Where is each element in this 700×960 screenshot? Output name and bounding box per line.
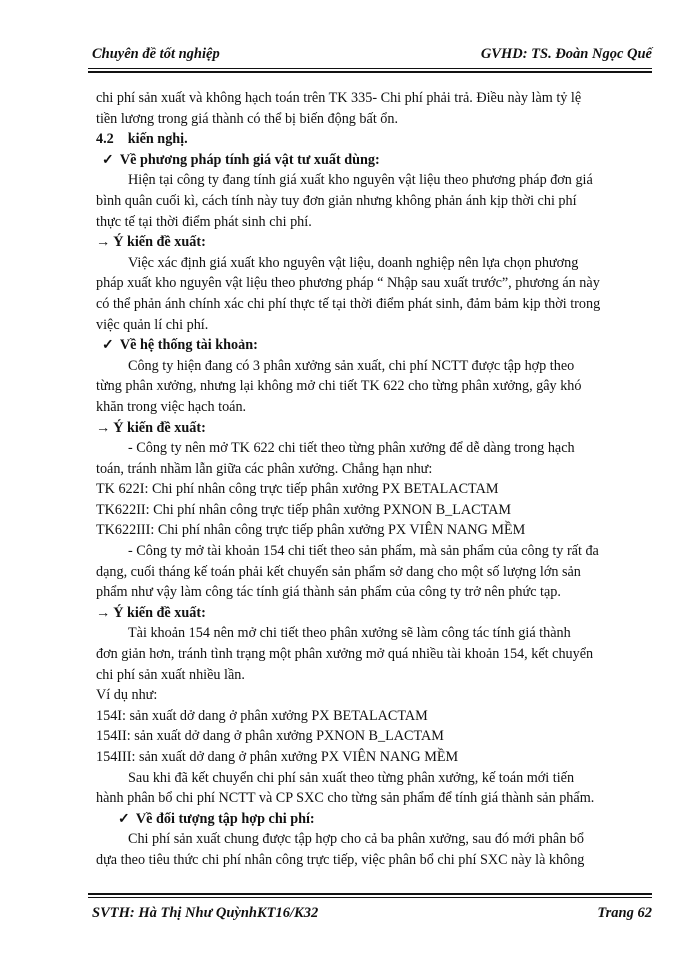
text-line: việc quản lí chi phí.	[96, 316, 209, 333]
text-line: từng phân xưởng, nhưng lại không mở chi tiết TK 622 cho từng phân xưởng, gây khó	[96, 378, 582, 395]
text-line: dạng, cuối tháng kế toán phải kết chuyển sản phẩm sở dang cho một số lượng lớn sản	[96, 563, 581, 580]
text-line: khăn trong việc hạch toán.	[96, 398, 247, 415]
text-line: Ví dụ như:	[96, 687, 158, 704]
text-line: Công ty hiện đang có 3 phân xưởng sản xuất, chi phí NCTT được tập hợp theo	[128, 357, 575, 374]
text-line: TK622III: Chi phí nhân công trực tiếp phân xưởng PX VIÊN NANG MỀM	[96, 522, 526, 539]
text-line: Sau khi đã kết chuyển chi phí sản xuất theo từng phân xưởng, kế toán mới tiến	[128, 769, 575, 786]
section-heading	[96, 129, 656, 150]
page-header	[88, 44, 652, 68]
text-line: toán, tránh nhầm lẫn giữa các phân xưởng. Chẳng hạn như:	[96, 460, 433, 477]
subheading-text: Về đối tượng tập hợp chi phí:	[135, 810, 315, 827]
opinion-heading	[96, 232, 656, 253]
header-rule	[88, 68, 652, 69]
footer-author: SVTH: Hà Thị Như QuỳnhKT16/K32	[92, 905, 319, 921]
subheading-text: Về hệ thống tài khoản:	[119, 337, 258, 354]
footer-rule-thick	[88, 893, 652, 895]
text-line: Hiện tại công ty đang tính giá xuất kho nguyên vật liệu theo phương pháp đơn giá	[128, 172, 593, 189]
text-line: thực tế tại thời điểm phát sinh chi phí.	[96, 213, 312, 230]
section-title: kiến nghị.	[127, 131, 188, 148]
document-body	[96, 88, 656, 871]
opinion-label: Ý kiến đề xuất:	[113, 604, 206, 621]
section-number: 4.2	[96, 131, 114, 148]
text-line: TK 622I: Chi phí nhân công trực tiếp phân xưởng PX BETALACTAM	[96, 481, 499, 498]
text-line: pháp xuất kho nguyên vật liệu theo phương pháp “ Nhập sau xuất trước”, phương án này	[96, 275, 600, 292]
text-line: phẩm như vậy làm công tác tính giá thành sản phẩm của công ty trở nên phức tạp.	[96, 584, 561, 601]
arrow-right-icon: →	[96, 419, 111, 436]
arrow-right-icon: →	[96, 604, 111, 621]
opinion-label: Ý kiến đề xuất:	[113, 234, 206, 251]
text-line: 154II: sản xuất dở dang ở phân xưởng PXNON B_LACTAM	[96, 728, 444, 745]
text-line: tiền lương trong giá thành có thể bị biến động bất ổn.	[96, 110, 399, 127]
header-advisor: GVHD: TS. Đoàn Ngọc Quế	[480, 46, 652, 62]
subheading-accounts	[96, 335, 656, 356]
text-line: chi phí sản xuất và không hạch toán trên TK 335- Chi phí phải trả. Điều này làm tỷ lệ	[96, 90, 582, 106]
page-footer	[88, 903, 652, 925]
text-line: Việc xác định giá xuất kho nguyên vật liệu, doanh nghiệp nên lựa chọn phương	[128, 254, 579, 271]
opinion-label: Ý kiến đề xuất:	[113, 419, 206, 436]
opinion-heading	[96, 418, 656, 439]
text-line: - Công ty nên mở TK 622 chi tiết theo từng phân xưởng để dễ dàng trong hạch	[128, 440, 575, 457]
arrow-right-icon: →	[96, 234, 111, 251]
subheading-method	[96, 150, 656, 171]
text-line: đơn giản hơn, tránh tình trạng một phân xưởng mở quá nhiều tài khoản 154, kết chuyển	[96, 646, 594, 663]
text-line: 154I: sản xuất dở dang ở phân xưởng PX BETALACTAM	[96, 707, 428, 724]
header-rule-thick	[88, 71, 652, 73]
text-line: hành phân bổ chi phí NCTT và CP SXC cho từng sản phẩm để tính giá thành sản phẩm.	[96, 790, 595, 807]
text-line: Tài khoản 154 nên mở chi tiết theo phân xưởng sẽ làm công tác tính giá thành	[128, 625, 571, 642]
text-line: chi phí sản xuất nhiều lần.	[96, 666, 245, 683]
text-line: có thể phản ánh chính xác chi phí thực tế tại thời điểm phát sinh, đảm bảm kịp thời trong	[96, 295, 601, 312]
checkmark-icon: ✓	[102, 151, 114, 168]
text-line: dựa theo tiêu thức chi phí nhân công trực tiếp, việc phân bổ chi phí SXC này là không	[96, 851, 585, 868]
checkmark-icon: ✓	[118, 810, 130, 827]
page-number: Trang 62	[597, 905, 652, 921]
text-line: TK622II: Chi phí nhân công trực tiếp phân xưởng PXNON B_LACTAM	[96, 501, 512, 518]
header-title: Chuyên đề tốt nghiệp	[92, 46, 220, 62]
text-line: bình quân cuối kì, cách tính này tuy đơn giản nhưng không phản ánh kịp thời chi phí	[96, 192, 577, 209]
text-line: - Công ty mở tài khoản 154 chi tiết theo sản phẩm, mà sản phẩm của công ty rất đa	[128, 543, 599, 560]
text-line: 154III: sản xuất dở dang ở phân xưởng PX VIÊN NANG MỀM	[96, 749, 459, 765]
checkmark-icon: ✓	[102, 337, 114, 354]
opinion-heading	[96, 603, 656, 624]
subheading-text: Về phương pháp tính giá vật tư xuất dùng:	[119, 151, 380, 168]
footer-rule	[88, 897, 652, 898]
subheading-cost-object	[96, 809, 656, 830]
text-line: Chi phí sản xuất chung được tập hợp cho cả ba phân xưởng, sau đó mới phân bổ	[128, 831, 584, 848]
